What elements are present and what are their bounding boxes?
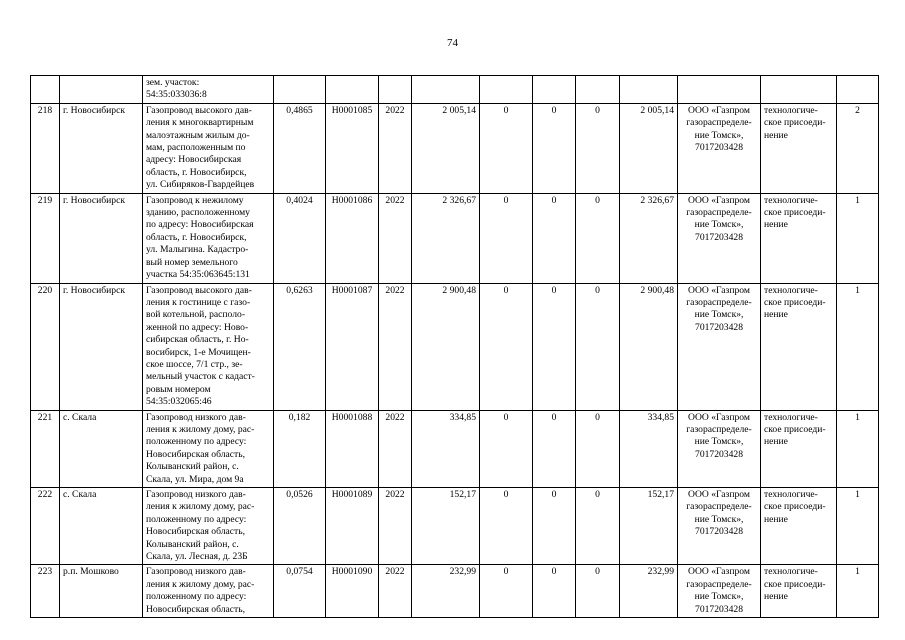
cell-length: 0,4024 bbox=[274, 193, 326, 283]
cell-place: г. Новосибирск bbox=[60, 283, 143, 410]
cell-organization: ООО «Газпром газораспределе- ние Томск», 7017203428 bbox=[678, 410, 761, 487]
cell-row-number: 222 bbox=[31, 488, 60, 565]
cell-description: Газопровод к нежилому зданию, расположенному по адресу: Новосибирская область, г. Новосибирск, ул. Малыгина. Кадастро- вый номер земельного участка 54:35:063645:131 bbox=[143, 193, 274, 283]
cell-empty bbox=[326, 76, 379, 104]
cell-flag: 1 bbox=[837, 283, 879, 410]
cell-value: 0 bbox=[576, 283, 620, 410]
cell-description: Газопровод низкого дав- ления к жилому дому, рас- положенному по адресу: Новосибирская область, Колыванский район, с. Скала, ул. Мира, дом 9а bbox=[143, 410, 274, 487]
cell-empty bbox=[274, 76, 326, 104]
cell-length: 0,0526 bbox=[274, 488, 326, 565]
cell-year: 2022 bbox=[379, 488, 412, 565]
cell-type: технологиче- ское присоеди- нение bbox=[761, 565, 837, 618]
cell-description: Газопровод высокого дав- ления к многоквартирным малоэтажным жилым до- мам, расположенным по адресу: Новосибирская область, г. Новосибирск, ул. Сибиряков-Гвардейцев bbox=[143, 103, 274, 193]
cell-year: 2022 bbox=[379, 193, 412, 283]
cell-value: 0 bbox=[533, 103, 576, 193]
cell-description: Газопровод низкого дав- ления к жилому дому, рас- положенному по адресу: Новосибирская область, Колыванский район, с. Скала, ул. Лесная, д. 23Б bbox=[143, 488, 274, 565]
cell-total: 334,85 bbox=[620, 410, 678, 487]
cell-flag: 1 bbox=[837, 193, 879, 283]
cell-description: Газопровод высокого дав- ления к гостинице с газо- вой котельной, располо- женной по адресу: Ново- сибирская область, г. Но- восибирск, 1-е Мочищен- ское шоссе, 7/1 стр., зе- мельный участок с кадаст- ровым номером 54:35:032065:46 bbox=[143, 283, 274, 410]
cell-value: 0 bbox=[480, 283, 533, 410]
cell-value: 0 bbox=[480, 565, 533, 618]
table-row bbox=[31, 488, 879, 565]
cell-empty bbox=[761, 76, 837, 104]
table-row bbox=[31, 103, 879, 193]
cell-total: 2 326,67 bbox=[620, 193, 678, 283]
table-row bbox=[31, 565, 879, 618]
cell-type: технологиче- ское присоеди- нение bbox=[761, 193, 837, 283]
table-row bbox=[31, 193, 879, 283]
cell-type: технологиче- ское присоеди- нение bbox=[761, 283, 837, 410]
cell-project-code: Н0001085 bbox=[326, 103, 379, 193]
cell-empty bbox=[837, 76, 879, 104]
cell-value: 0 bbox=[576, 410, 620, 487]
cell-value: 0 bbox=[576, 193, 620, 283]
cell-row-number: 218 bbox=[31, 103, 60, 193]
cell-empty bbox=[620, 76, 678, 104]
cell-value: 0 bbox=[533, 410, 576, 487]
cell-value: 0 bbox=[576, 103, 620, 193]
cell-amount: 232,99 bbox=[412, 565, 480, 618]
table-row bbox=[31, 283, 879, 410]
cell-amount: 2 900,48 bbox=[412, 283, 480, 410]
continuation-row bbox=[31, 76, 879, 104]
cell-year: 2022 bbox=[379, 103, 412, 193]
cell-place: с. Скала bbox=[60, 488, 143, 565]
cell-project-code: Н0001089 bbox=[326, 488, 379, 565]
cell-empty bbox=[60, 76, 143, 104]
cell-type: технологиче- ское присоеди- нение bbox=[761, 410, 837, 487]
cell-row-number: 221 bbox=[31, 410, 60, 487]
cell-year: 2022 bbox=[379, 283, 412, 410]
cell-length: 0,0754 bbox=[274, 565, 326, 618]
cell-flag: 2 bbox=[837, 103, 879, 193]
cell-value: 0 bbox=[533, 193, 576, 283]
cell-place: р.п. Мошково bbox=[60, 565, 143, 618]
cell-place: г. Новосибирск bbox=[60, 193, 143, 283]
cell-total: 232,99 bbox=[620, 565, 678, 618]
cell-empty bbox=[576, 76, 620, 104]
investment-table bbox=[30, 75, 879, 618]
cell-row-number: 223 bbox=[31, 565, 60, 618]
cell-value: 0 bbox=[480, 193, 533, 283]
cell-empty bbox=[480, 76, 533, 104]
cell-value: 0 bbox=[576, 565, 620, 618]
page-number: 74 bbox=[447, 37, 458, 49]
cell-amount: 152,17 bbox=[412, 488, 480, 565]
cell-flag: 1 bbox=[837, 488, 879, 565]
cell-length: 0,4865 bbox=[274, 103, 326, 193]
cell-description: Газопровод низкого дав- ления к жилому дому, рас- положенному по адресу: Новосибирская область, bbox=[143, 565, 274, 618]
cell-value: 0 bbox=[576, 488, 620, 565]
cell-empty bbox=[533, 76, 576, 104]
cell-description: зем. участок: 54:35:033036:8 bbox=[143, 76, 274, 104]
cell-row-number: 220 bbox=[31, 283, 60, 410]
cell-place: г. Новосибирск bbox=[60, 103, 143, 193]
cell-value: 0 bbox=[480, 103, 533, 193]
cell-year: 2022 bbox=[379, 565, 412, 618]
cell-organization: ООО «Газпром газораспределе- ние Томск», 7017203428 bbox=[678, 283, 761, 410]
cell-project-code: Н0001087 bbox=[326, 283, 379, 410]
cell-value: 0 bbox=[533, 488, 576, 565]
cell-length: 0,6263 bbox=[274, 283, 326, 410]
cell-amount: 334,85 bbox=[412, 410, 480, 487]
cell-value: 0 bbox=[533, 565, 576, 618]
cell-total: 2 900,48 bbox=[620, 283, 678, 410]
cell-value: 0 bbox=[480, 410, 533, 487]
cell-project-code: Н0001088 bbox=[326, 410, 379, 487]
cell-value: 0 bbox=[480, 488, 533, 565]
table-row bbox=[31, 410, 879, 487]
cell-project-code: Н0001086 bbox=[326, 193, 379, 283]
cell-type: технологиче- ское присоеди- нение bbox=[761, 488, 837, 565]
cell-empty bbox=[379, 76, 412, 104]
cell-organization: ООО «Газпром газораспределе- ние Томск», 7017203428 bbox=[678, 193, 761, 283]
cell-amount: 2 326,67 bbox=[412, 193, 480, 283]
cell-flag: 1 bbox=[837, 565, 879, 618]
cell-total: 152,17 bbox=[620, 488, 678, 565]
cell-year: 2022 bbox=[379, 410, 412, 487]
cell-row-number: 219 bbox=[31, 193, 60, 283]
cell-empty bbox=[678, 76, 761, 104]
cell-organization: ООО «Газпром газораспределе- ние Томск», 7017203428 bbox=[678, 103, 761, 193]
cell-organization: ООО «Газпром газораспределе- ние Томск», 7017203428 bbox=[678, 565, 761, 618]
cell-type: технологиче- ское присоеди- нение bbox=[761, 103, 837, 193]
cell-amount: 2 005,14 bbox=[412, 103, 480, 193]
cell-value: 0 bbox=[533, 283, 576, 410]
cell-length: 0,182 bbox=[274, 410, 326, 487]
cell-project-code: Н0001090 bbox=[326, 565, 379, 618]
cell-empty bbox=[31, 76, 60, 104]
cell-place: с. Скала bbox=[60, 410, 143, 487]
cell-organization: ООО «Газпром газораспределе- ние Томск», 7017203428 bbox=[678, 488, 761, 565]
cell-flag: 1 bbox=[837, 410, 879, 487]
cell-total: 2 005,14 bbox=[620, 103, 678, 193]
cell-empty bbox=[412, 76, 480, 104]
